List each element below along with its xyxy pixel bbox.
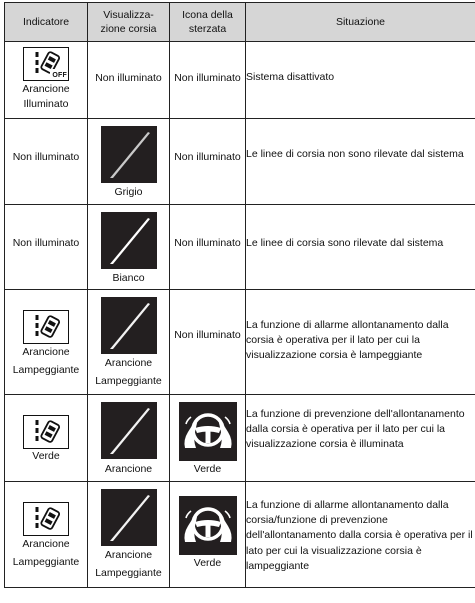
lane-display-cell	[88, 42, 170, 119]
indicator-text: Non illuminato	[12, 237, 80, 249]
situation-cell	[246, 482, 475, 588]
header-situation: Situazione	[246, 3, 475, 42]
lane-assist-icon	[23, 415, 69, 449]
steering-wheel-hands-icon	[179, 496, 237, 555]
steering-icon-text: Non illuminato	[174, 329, 241, 341]
header-row	[5, 3, 475, 42]
lane-display-label: Arancione	[104, 549, 153, 561]
lane-display-cell	[88, 119, 170, 205]
indicator-text: Non illuminato	[12, 151, 80, 163]
situation-cell	[246, 290, 475, 395]
lane-display-label: Lampeggiante	[95, 567, 162, 580]
lane-display-cell	[88, 205, 170, 290]
indicator-cell	[5, 205, 88, 290]
lane-assist-icon	[23, 310, 69, 344]
steering-icon-cell	[170, 290, 246, 395]
steering-icon-cell	[170, 205, 246, 290]
steering-icon-text: Non illuminato	[174, 72, 241, 84]
situation-text: La funzione di allarme allontanamento dalla corsia/funzione di prevenzione dell'allontanamento dalla corsia è operativa per il lato per cui la visualizzazione corsia è lampeggiante	[246, 499, 473, 572]
situation-text: La funzione di prevenzione dell'allontanamento dalla corsia è operativa per il lato per cui la visualizzazione corsia è illuminata	[246, 408, 465, 451]
table-row	[5, 395, 475, 482]
steering-icon-cell	[170, 482, 246, 588]
lane-display-label: Lampeggiante	[95, 375, 162, 388]
table-row	[5, 205, 475, 290]
indicator-label: Arancione	[22, 538, 70, 550]
lane-status-table	[4, 2, 475, 588]
lane-line-icon	[101, 212, 157, 269]
steering-icon-label: Verde	[193, 557, 222, 569]
lane-display-cell	[88, 482, 170, 588]
header-indicator: Indicatore	[5, 3, 88, 42]
indicator-cell	[5, 395, 88, 482]
situation-text: Le linee di corsia non sono rilevate dal sistema	[246, 148, 464, 160]
indicator-cell	[5, 42, 88, 119]
indicator-cell	[5, 482, 88, 588]
header-steering-icon: Icona della sterzata	[170, 3, 246, 42]
steering-icon-text: Non illuminato	[174, 151, 241, 163]
steering-icon-cell	[170, 119, 246, 205]
table-row	[5, 42, 475, 119]
table-row	[5, 482, 475, 588]
steering-icon-text: Non illuminato	[174, 237, 241, 249]
indicator-label: Verde	[32, 450, 60, 462]
lane-display-cell	[88, 290, 170, 395]
lane-display-text: Non illuminato	[95, 72, 162, 84]
indicator-label: Lampeggiante	[12, 364, 80, 377]
indicator-label: Lampeggiante	[12, 556, 80, 569]
indicator-label: Illuminato	[23, 98, 69, 111]
off-badge: OFF	[52, 72, 67, 79]
situation-text: Le linee di corsia sono rilevate dal sistema	[246, 237, 444, 249]
table-row	[5, 290, 475, 395]
situation-cell	[246, 42, 475, 119]
indicator-cell	[5, 119, 88, 205]
header-lane-display-text: Visualizza- zione corsia	[100, 8, 157, 35]
lane-line-icon	[101, 126, 157, 183]
lane-line-icon	[101, 297, 157, 354]
steering-icon-cell	[170, 42, 246, 119]
lane-assist-off-icon	[23, 47, 69, 81]
lane-assist-icon	[23, 502, 69, 536]
lane-display-label: Grigio	[114, 186, 143, 198]
situation-cell	[246, 395, 475, 482]
indicator-label: Arancione	[22, 83, 70, 95]
situation-cell	[246, 205, 475, 290]
situation-text: La funzione di allarme allontanamento dalla corsia è operativa per il lato per cui la visualizzazione corsia è lampeggiante	[246, 319, 449, 362]
lane-display-label: Arancione	[104, 463, 153, 475]
header-lane-display	[88, 3, 170, 42]
indicator-cell	[5, 290, 88, 395]
indicator-label: Arancione	[22, 346, 70, 358]
lane-display-label: Arancione	[104, 357, 153, 369]
lane-line-icon	[101, 489, 157, 546]
situation-cell	[246, 119, 475, 205]
table-row	[5, 119, 475, 205]
lane-display-label: Bianco	[112, 272, 145, 284]
steering-icon-cell	[170, 395, 246, 482]
lane-display-cell	[88, 395, 170, 482]
situation-text: Sistema disattivato	[246, 71, 335, 83]
lane-line-icon	[101, 402, 157, 459]
steering-wheel-hands-icon	[179, 402, 237, 461]
steering-icon-label: Verde	[193, 463, 222, 475]
